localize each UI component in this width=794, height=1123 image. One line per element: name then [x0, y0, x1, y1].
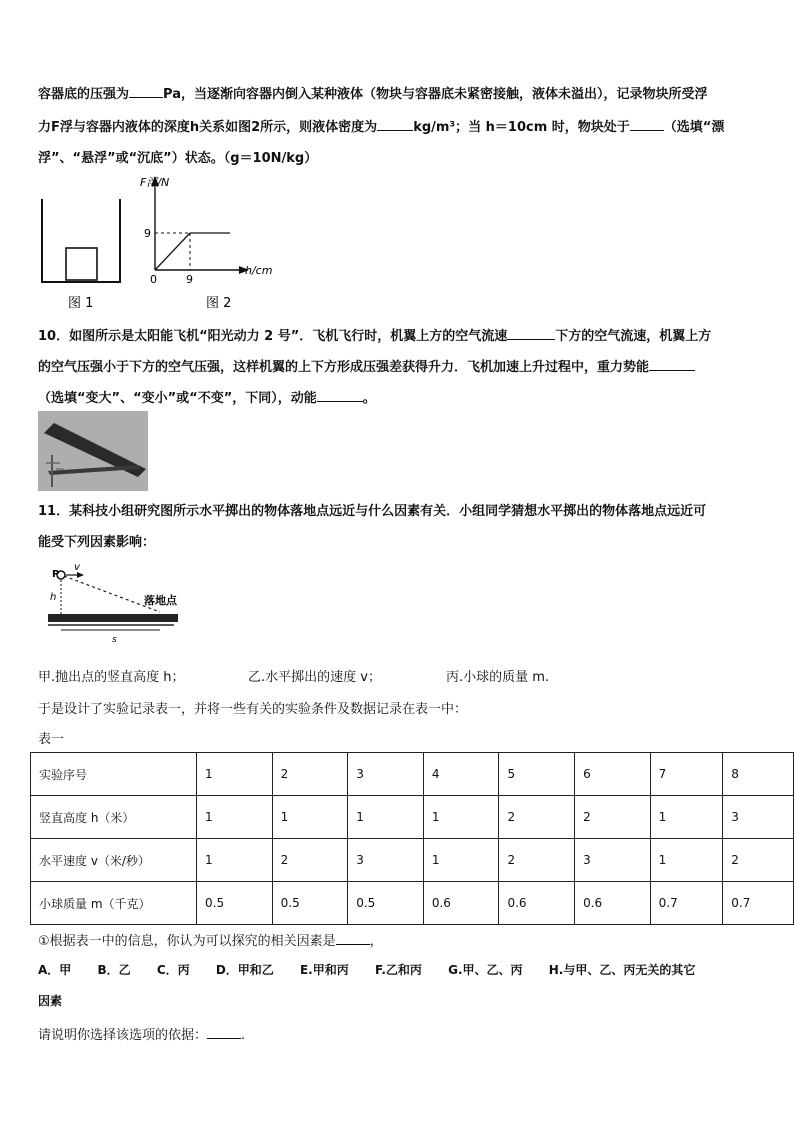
question-1: [38, 930, 383, 949]
table-cell: 2: [272, 839, 348, 882]
option-h-cont: 因素: [38, 994, 63, 1008]
table-cell: 0.5: [197, 882, 273, 925]
q9-text: 容器底的压强为: [38, 87, 130, 102]
factor-velocity: 乙.水平掷出的速度 v；: [248, 670, 381, 685]
figure-1-container-diagram: [38, 195, 128, 310]
q9-text: （选填“漂: [663, 120, 725, 135]
q10-line-2: [38, 356, 695, 375]
table-cell: 0.6: [423, 882, 499, 925]
table-cell: 2: [723, 839, 794, 882]
table-cell: 1: [348, 796, 424, 839]
q10-line-1: [38, 325, 711, 344]
experiment-table: [30, 752, 794, 925]
table-row: [31, 753, 794, 796]
table-cell: 1: [650, 796, 723, 839]
q10-text: 。: [362, 391, 376, 406]
point-p-label: P: [52, 569, 60, 580]
table-cell: 0.5: [272, 882, 348, 925]
answer-blank[interactable]: [630, 118, 664, 131]
x-axis-label: h/cm: [245, 264, 273, 277]
table-cell: 0.7: [723, 882, 794, 925]
x-tick-label: 9: [186, 273, 193, 286]
option-a[interactable]: A．甲: [38, 963, 72, 977]
table-cell: 3: [575, 839, 651, 882]
table-cell: 4: [423, 753, 499, 796]
q10-text: 的空气压强小于下方的空气压强，这样机翼的上下方形成压强差获得升力．飞机加速上升过程中，重力势能: [38, 360, 650, 375]
table-row: [31, 839, 794, 882]
landing-point-label: 落地点: [144, 594, 177, 607]
table-cell: 实验序号: [31, 753, 197, 796]
table-cell: 水平速度 v（米/秒）: [31, 839, 197, 882]
q9-text: kg/m³；当 h＝10cm 时，物块处于: [413, 120, 630, 135]
option-d[interactable]: D．甲和乙: [215, 963, 274, 977]
table-cell: 竖直高度 h（米）: [31, 796, 197, 839]
reason-line: [38, 1024, 245, 1043]
height-label: h: [50, 592, 57, 603]
table-title: [38, 728, 64, 747]
table-cell: 2: [499, 796, 575, 839]
q9-text: Pa，当逐渐向容器内倒入某种液体（物块与容器底未紧密接触，液体未溢出），记录物块所受浮: [163, 87, 708, 102]
question-text: ①根据表一中的信息，你认为可以探究的相关因素是: [38, 934, 336, 949]
table-cell: 1: [650, 839, 723, 882]
option-e[interactable]: E.甲和丙: [299, 963, 349, 977]
q9-text: 浮”、“悬浮”或“沉底”）状态。（g＝10N/kg）: [38, 151, 318, 166]
option-b[interactable]: B．乙: [97, 963, 131, 977]
reason-text: 请说明你选择该选项的依据：: [38, 1028, 208, 1043]
option-c[interactable]: C．丙: [156, 963, 190, 977]
question-text: ，: [369, 934, 383, 949]
q11-text: 11．某科技小组研究图所示水平掷出的物体落地点远近与什么因素有关．小组同学猜想水平掷出的物体落地点远近可: [38, 504, 707, 519]
answer-blank[interactable]: [649, 358, 695, 371]
origin-label: 0: [150, 273, 157, 286]
table-row: [31, 882, 794, 925]
table-cell: 8: [723, 753, 794, 796]
table-cell: 0.7: [650, 882, 723, 925]
answer-blank[interactable]: [129, 85, 163, 98]
answer-blank[interactable]: [317, 389, 363, 402]
intro-text: 于是设计了实验记录表一，并将一些有关的实验条件及数据记录在表一中：: [38, 702, 468, 717]
table-cell: 小球质量 m（千克）: [31, 882, 197, 925]
table-cell: 6: [575, 753, 651, 796]
q10-line-3: [38, 387, 376, 406]
table-cell: 0.5: [348, 882, 424, 925]
table-cell: 3: [348, 753, 424, 796]
q11-text: 能受下列因素影响：: [38, 535, 156, 550]
table-cell: 0.6: [499, 882, 575, 925]
factors-line: [38, 666, 550, 685]
option-g[interactable]: G.甲、乙、丙: [448, 963, 523, 977]
answer-blank[interactable]: [336, 932, 370, 945]
figure-2-label: 图 2: [206, 296, 232, 311]
table-cell: 1: [197, 796, 273, 839]
table-cell: 1: [423, 839, 499, 882]
table-cell: 0.6: [575, 882, 651, 925]
projectile-diagram: [44, 562, 184, 652]
y-tick-label: 9: [144, 227, 151, 240]
table-cell: 1: [272, 796, 348, 839]
table-intro: [38, 698, 467, 717]
solar-plane-photo: [38, 411, 148, 491]
factor-mass: 丙.小球的质量 m.: [446, 670, 550, 685]
table-cell: 2: [575, 796, 651, 839]
figure-2-graph: [135, 172, 295, 312]
q9-line-2: [38, 116, 724, 135]
option-f[interactable]: F.乙和丙: [374, 963, 422, 977]
reason-text: .: [241, 1028, 246, 1043]
q10-text: 10．如图所示是太阳能飞机“阳光动力 2 号”．飞机飞行时，机翼上方的空气流速: [38, 329, 508, 344]
table-cell: 1: [197, 839, 273, 882]
table-title-text: 表一: [38, 732, 65, 747]
y-axis-label: F浮/N: [140, 176, 170, 189]
factor-height: 甲.抛出点的竖直高度 h；: [38, 670, 185, 685]
answer-blank[interactable]: [507, 327, 555, 340]
q10-text: （选填“变大”、“变小”或“不变”，下同），动能: [38, 391, 317, 406]
q10-text: 下方的空气流速，机翼上方: [555, 329, 712, 344]
table-cell: 3: [348, 839, 424, 882]
option-h[interactable]: H.与甲、乙、丙无关的其它: [548, 963, 696, 977]
q9-line-3: [38, 147, 317, 166]
table-cell: 1: [197, 753, 273, 796]
table-cell: 5: [499, 753, 575, 796]
answer-blank[interactable]: [377, 118, 413, 131]
options-continuation: [38, 992, 62, 1009]
figure-1-label: 图 1: [68, 296, 94, 310]
answer-options: [38, 961, 695, 978]
table-cell: 1: [423, 796, 499, 839]
q11-line-1: [38, 500, 706, 519]
table-row: [31, 796, 794, 839]
distance-label: s: [112, 635, 117, 645]
table-cell: 7: [650, 753, 723, 796]
velocity-label: v: [74, 562, 80, 573]
table-cell: 2: [272, 753, 348, 796]
q9-line-1: [38, 83, 707, 102]
answer-blank[interactable]: [207, 1026, 241, 1039]
table-cell: 2: [499, 839, 575, 882]
table-cell: 3: [723, 796, 794, 839]
q9-text: 力F浮与容器内液体的深度h关系如图2所示，则液体密度为: [38, 120, 378, 135]
q11-line-2: [38, 531, 155, 550]
